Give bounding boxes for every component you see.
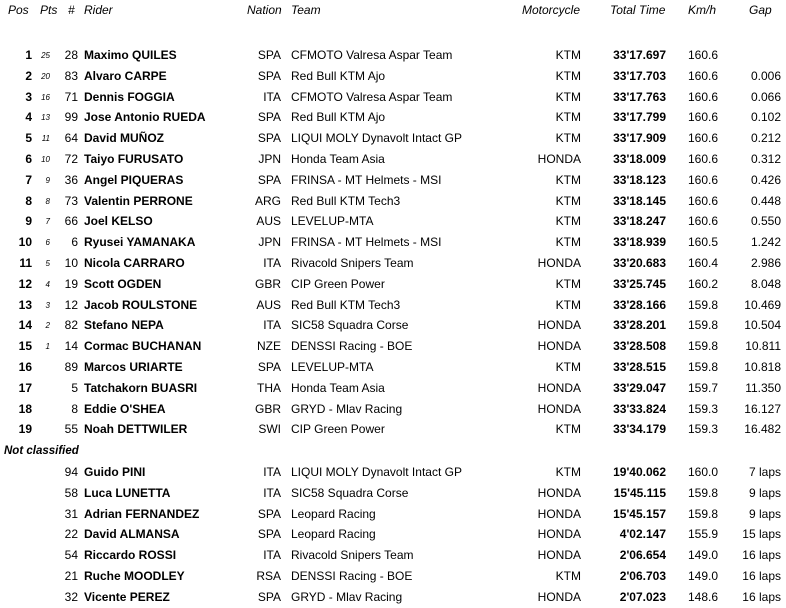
cell-time: 33'18.145 [613, 193, 666, 208]
cell-nation: ITA [263, 318, 281, 333]
table-row [0, 211, 786, 231]
cell-nation: THA [257, 380, 281, 395]
cell-time: 33'18.123 [613, 172, 666, 187]
cell-rider: Alvaro CARPE [84, 68, 167, 83]
cell-team: CFMOTO Valresa Aspar Team [291, 48, 453, 62]
header-pos: Pos [8, 3, 29, 17]
cell-moto: KTM [555, 297, 581, 312]
cell-team: CIP Green Power [291, 276, 385, 291]
cell-nation: ARG [254, 193, 281, 208]
cell-pts: 20 [41, 71, 50, 81]
table-row [0, 295, 786, 315]
cell-time: 33'28.166 [613, 297, 666, 312]
cell-gap: 10.818 [744, 360, 781, 374]
cell-moto: KTM [555, 193, 581, 208]
cell-rider: Jacob ROULSTONE [84, 297, 198, 312]
cell-num: 58 [64, 485, 78, 500]
cell-moto: HONDA [537, 506, 581, 521]
cell-kmh: 155.9 [688, 527, 719, 542]
cell-nation: SPA [257, 589, 281, 604]
cell-kmh: 160.6 [688, 131, 719, 146]
cell-time: 2'06.703 [619, 569, 666, 583]
table-row [0, 170, 786, 190]
cell-moto: KTM [555, 48, 581, 62]
cell-time: 33'28.201 [613, 318, 666, 333]
cell-num: 72 [64, 152, 78, 166]
cell-pts: 13 [41, 113, 50, 123]
cell-rider: Scott OGDEN [84, 276, 162, 291]
header-gap: Gap [749, 3, 772, 17]
cell-pts: 5 [45, 259, 50, 268]
cell-num: 5 [71, 380, 78, 395]
cell-gap: 0.102 [750, 110, 781, 125]
cell-gap: 8.048 [750, 276, 781, 291]
cell-pts: 7 [45, 217, 50, 227]
cell-nation: ITA [263, 89, 281, 104]
cell-num: 82 [64, 318, 78, 333]
cell-rider: Luca LUNETTA [84, 485, 171, 500]
cell-moto: HONDA [537, 485, 581, 500]
table-row [0, 419, 786, 439]
cell-num: 28 [64, 48, 78, 62]
cell-num: 22 [64, 527, 78, 542]
cell-team: Red Bull KTM Tech3 [291, 193, 401, 208]
cell-team: Rivacold Snipers Team [291, 548, 414, 563]
cell-team: CFMOTO Valresa Aspar Team [291, 89, 453, 104]
cell-kmh: 160.6 [688, 193, 719, 208]
cell-time: 33'28.515 [613, 360, 666, 374]
cell-team: FRINSA - MT Helmets - MSI [291, 235, 442, 250]
cell-moto: KTM [555, 68, 581, 83]
cell-kmh: 160.6 [688, 214, 719, 229]
cell-team: LEVELUP-MTA [291, 360, 374, 374]
cell-pos: 1 [25, 48, 32, 62]
cell-num: 19 [64, 276, 78, 291]
cell-num: 31 [64, 506, 78, 521]
cell-nation: SPA [257, 48, 281, 62]
cell-num: 83 [64, 68, 78, 83]
cell-nation: JPN [258, 235, 281, 250]
table-row [0, 149, 786, 169]
cell-num: 54 [64, 548, 78, 563]
cell-team: SIC58 Squadra Corse [291, 485, 409, 500]
cell-rider: Jose Antonio RUEDA [84, 110, 206, 125]
cell-pos: 6 [25, 152, 32, 166]
cell-rider: Stefano NEPA [84, 318, 164, 333]
cell-pos: 5 [25, 131, 32, 146]
cell-moto: KTM [555, 172, 581, 187]
not-classified-label: Not classified [4, 445, 79, 457]
cell-num: 99 [64, 110, 78, 125]
table-row [0, 399, 786, 419]
cell-team: Red Bull KTM Ajo [291, 68, 386, 83]
table-row [0, 462, 786, 482]
cell-pos: 17 [18, 380, 32, 395]
table-row [0, 191, 786, 211]
cell-gap: 1.242 [750, 235, 781, 250]
cell-pos: 4 [25, 110, 32, 125]
cell-team: LIQUI MOLY Dynavolt Intact GP [291, 465, 462, 479]
cell-kmh: 159.7 [688, 380, 719, 395]
table-row [0, 524, 786, 544]
cell-rider: Ryusei YAMANAKA [84, 235, 196, 250]
cell-time: 33'25.745 [613, 276, 666, 291]
cell-team: Rivacold Snipers Team [291, 256, 414, 270]
cell-moto: HONDA [537, 380, 581, 395]
cell-num: 36 [64, 172, 78, 187]
cell-pts: 3 [45, 300, 50, 310]
cell-time: 15'45.157 [613, 506, 666, 521]
cell-nation: ITA [263, 256, 281, 270]
cell-kmh: 160.6 [688, 48, 719, 62]
cell-moto: KTM [555, 110, 581, 125]
cell-nation: SPA [257, 172, 281, 187]
cell-time: 33'20.683 [613, 256, 666, 270]
cell-num: 73 [64, 193, 78, 208]
cell-kmh: 160.6 [688, 89, 719, 104]
cell-kmh: 160.6 [688, 68, 719, 83]
cell-pos: 15 [18, 339, 32, 354]
cell-team: CIP Green Power [291, 422, 385, 437]
cell-rider: Dennis FOGGIA [84, 89, 175, 104]
header-motorcycle: Motorcycle [522, 3, 581, 17]
cell-nation: SPA [257, 360, 281, 374]
cell-num: 55 [64, 422, 78, 437]
cell-pts: 8 [45, 196, 50, 206]
cell-time: 33'17.799 [613, 110, 666, 125]
cell-pos: 9 [25, 214, 32, 229]
cell-team: Leopard Racing [291, 506, 376, 521]
header-kmh: Km/h [688, 3, 717, 17]
cell-nation: SWI [258, 422, 281, 437]
cell-rider: Nicola CARRARO [84, 256, 185, 270]
table-row [0, 545, 786, 565]
cell-num: 12 [64, 297, 78, 312]
table-row [0, 357, 786, 377]
cell-pts: 1 [45, 342, 50, 352]
table-row [0, 107, 786, 127]
cell-num: 89 [64, 360, 78, 374]
cell-gap: 15 laps [742, 527, 781, 542]
table-row [0, 483, 786, 503]
cell-moto: HONDA [537, 548, 581, 563]
table-row [0, 66, 786, 86]
cell-team: GRYD - Mlav Racing [291, 401, 403, 416]
cell-rider: Taiyo FURUSATO [84, 152, 184, 166]
header-num: # [68, 3, 75, 17]
cell-gap: 9 laps [748, 506, 781, 521]
cell-moto: KTM [555, 276, 581, 291]
table-row [0, 274, 786, 294]
cell-kmh: 160.6 [688, 172, 719, 187]
cell-time: 2'06.654 [619, 548, 666, 563]
cell-gap: 0.426 [750, 172, 781, 187]
cell-rider: Cormac BUCHANAN [84, 339, 202, 354]
cell-rider: Valentin PERRONE [84, 193, 193, 208]
table-row [0, 587, 786, 607]
cell-pos: 12 [18, 276, 32, 291]
cell-nation: SPA [257, 506, 281, 521]
cell-moto: HONDA [537, 527, 581, 542]
cell-num: 14 [64, 339, 78, 354]
cell-time: 33'17.697 [613, 48, 666, 62]
cell-pts: 9 [45, 175, 50, 185]
cell-moto: KTM [555, 131, 581, 146]
cell-rider: David ALMANSA [84, 527, 180, 542]
cell-rider: Angel PIQUERAS [84, 172, 184, 187]
cell-pts: 10 [41, 155, 50, 164]
cell-kmh: 159.8 [688, 506, 719, 521]
table-row [0, 87, 786, 107]
cell-time: 33'34.179 [613, 422, 666, 437]
cell-rider: Ruche MOODLEY [84, 569, 185, 583]
cell-moto: HONDA [537, 318, 581, 333]
header-total-time: Total Time [610, 3, 666, 17]
cell-gap: 16.482 [744, 422, 781, 437]
cell-kmh: 159.8 [688, 485, 719, 500]
cell-num: 6 [71, 235, 78, 250]
cell-nation: AUS [256, 297, 281, 312]
cell-kmh: 159.3 [688, 422, 719, 437]
cell-gap: 0.066 [750, 89, 781, 104]
table-row [0, 232, 786, 252]
cell-rider: Vicente PEREZ [84, 589, 170, 604]
cell-gap: 11.350 [745, 380, 781, 395]
cell-moto: KTM [555, 465, 581, 479]
cell-rider: Noah DETTWILER [84, 422, 188, 437]
cell-nation: NZE [257, 339, 281, 354]
cell-team: Red Bull KTM Tech3 [291, 297, 401, 312]
cell-pos: 18 [18, 401, 32, 416]
cell-moto: HONDA [537, 339, 581, 354]
cell-time: 15'45.115 [613, 485, 666, 500]
cell-moto: KTM [555, 569, 581, 583]
cell-time: 33'18.247 [613, 214, 666, 229]
cell-gap: 16 laps [742, 569, 781, 583]
table-row [0, 378, 786, 398]
cell-gap: 10.469 [744, 297, 781, 312]
header-nation: Nation [247, 3, 282, 17]
cell-pos: 13 [18, 297, 32, 312]
cell-team: LIQUI MOLY Dynavolt Intact GP [291, 131, 462, 146]
cell-rider: Maximo QUILES [84, 48, 177, 62]
cell-num: 10 [64, 256, 78, 270]
cell-nation: SPA [257, 527, 281, 542]
cell-kmh: 159.3 [688, 401, 719, 416]
cell-kmh: 149.0 [688, 548, 719, 563]
cell-time: 33'18.939 [613, 235, 666, 250]
table-row [0, 45, 786, 65]
cell-team: LEVELUP-MTA [291, 214, 374, 229]
cell-kmh: 160.5 [688, 235, 719, 250]
cell-kmh: 159.8 [688, 297, 719, 312]
table-row [0, 253, 786, 273]
table-row [0, 128, 786, 148]
cell-moto: KTM [555, 214, 581, 229]
cell-pos: 11 [19, 256, 32, 270]
cell-gap: 9 laps [748, 485, 781, 500]
table-row [0, 336, 786, 356]
cell-pos: 10 [18, 235, 32, 250]
cell-rider: Riccardo ROSSI [84, 548, 177, 563]
cell-time: 33'17.703 [613, 68, 666, 83]
cell-pts: 16 [41, 92, 50, 102]
cell-pts: 6 [45, 238, 50, 248]
cell-nation: JPN [258, 152, 281, 166]
cell-team: Red Bull KTM Ajo [291, 110, 386, 125]
cell-time: 2'07.023 [619, 589, 666, 604]
cell-time: 4'02.147 [619, 527, 666, 542]
cell-kmh: 159.8 [688, 318, 719, 333]
cell-time: 33'28.508 [613, 339, 666, 354]
cell-gap: 10.504 [744, 318, 781, 333]
cell-kmh: 148.6 [688, 589, 719, 604]
cell-kmh: 159.8 [688, 339, 719, 354]
cell-kmh: 149.0 [688, 569, 719, 583]
cell-time: 19'40.062 [613, 465, 666, 479]
cell-gap: 16 laps [742, 548, 781, 563]
cell-moto: HONDA [537, 152, 581, 166]
cell-kmh: 160.0 [688, 465, 719, 479]
cell-moto: HONDA [537, 256, 581, 270]
cell-rider: Joel KELSO [84, 214, 153, 229]
table-row [0, 566, 786, 586]
cell-team: FRINSA - MT Helmets - MSI [291, 172, 442, 187]
cell-moto: KTM [555, 235, 581, 250]
cell-team: SIC58 Squadra Corse [291, 318, 409, 333]
cell-nation: RSA [256, 569, 281, 583]
cell-pos: 8 [25, 193, 32, 208]
cell-gap: 2.986 [750, 256, 781, 270]
cell-time: 33'17.909 [613, 131, 666, 146]
cell-kmh: 160.6 [688, 110, 719, 125]
cell-gap: 0.448 [750, 193, 781, 208]
cell-gap: 7 laps [748, 465, 781, 479]
cell-moto: HONDA [537, 401, 581, 416]
table-row [0, 315, 786, 335]
cell-nation: AUS [256, 214, 281, 229]
cell-gap: 10.811 [745, 339, 781, 354]
cell-pts: 25 [41, 51, 50, 60]
cell-nation: GBR [254, 401, 281, 416]
cell-rider: David MUÑOZ [84, 131, 165, 146]
cell-moto: KTM [555, 89, 581, 104]
cell-rider: Marcos URIARTE [84, 360, 183, 374]
cell-pos: 7 [25, 172, 32, 187]
cell-rider: Eddie O'SHEA [84, 401, 166, 416]
cell-moto: HONDA [537, 589, 581, 604]
header-rider: Rider [84, 3, 113, 17]
cell-nation: SPA [257, 110, 281, 125]
cell-gap: 0.212 [750, 131, 781, 146]
cell-time: 33'18.009 [613, 152, 666, 166]
cell-kmh: 159.8 [688, 360, 719, 374]
cell-pos: 16 [18, 360, 32, 374]
cell-pos: 3 [25, 89, 32, 104]
cell-pts: 2 [45, 321, 50, 331]
cell-pos: 19 [18, 422, 32, 437]
cell-pts: 11 [41, 134, 50, 144]
cell-nation: SPA [257, 68, 281, 83]
cell-nation: ITA [263, 465, 281, 479]
cell-time: 33'33.824 [613, 401, 666, 416]
cell-pos: 14 [18, 318, 32, 333]
cell-team: Honda Team Asia [291, 152, 385, 166]
cell-gap: 16.127 [744, 401, 781, 416]
cell-team: DENSSI Racing - BOE [291, 339, 413, 354]
cell-rider: Tatchakorn BUASRI [84, 380, 198, 395]
cell-rider: Guido PINI [84, 465, 146, 479]
cell-nation: ITA [263, 485, 281, 500]
cell-num: 94 [64, 465, 78, 479]
cell-time: 33'29.047 [613, 380, 666, 395]
cell-kmh: 160.4 [688, 256, 719, 270]
cell-nation: SPA [257, 131, 281, 146]
cell-rider: Adrian FERNANDEZ [84, 506, 200, 521]
cell-time: 33'17.763 [613, 89, 666, 104]
cell-num: 66 [64, 214, 78, 229]
cell-gap: 16 laps [742, 589, 781, 604]
cell-num: 64 [64, 131, 78, 146]
cell-gap: 0.006 [750, 68, 781, 83]
cell-nation: GBR [254, 276, 281, 291]
cell-num: 8 [71, 401, 78, 416]
cell-kmh: 160.6 [688, 152, 719, 166]
cell-team: GRYD - Mlav Racing [291, 589, 403, 604]
cell-pts: 4 [45, 279, 50, 289]
cell-team: DENSSI Racing - BOE [291, 569, 413, 583]
cell-num: 71 [64, 89, 78, 104]
cell-team: Honda Team Asia [291, 380, 385, 395]
cell-gap: 0.312 [750, 152, 781, 166]
cell-gap: 0.550 [750, 214, 781, 229]
cell-num: 32 [64, 589, 78, 604]
cell-kmh: 160.2 [688, 276, 719, 291]
header-team: Team [291, 3, 321, 17]
cell-pos: 2 [25, 68, 32, 83]
cell-num: 21 [64, 569, 78, 583]
cell-team: Leopard Racing [291, 527, 376, 542]
cell-nation: ITA [263, 548, 281, 563]
cell-moto: KTM [555, 360, 581, 374]
table-row [0, 504, 786, 524]
header-pts: Pts [40, 3, 58, 17]
cell-moto: KTM [555, 422, 581, 437]
